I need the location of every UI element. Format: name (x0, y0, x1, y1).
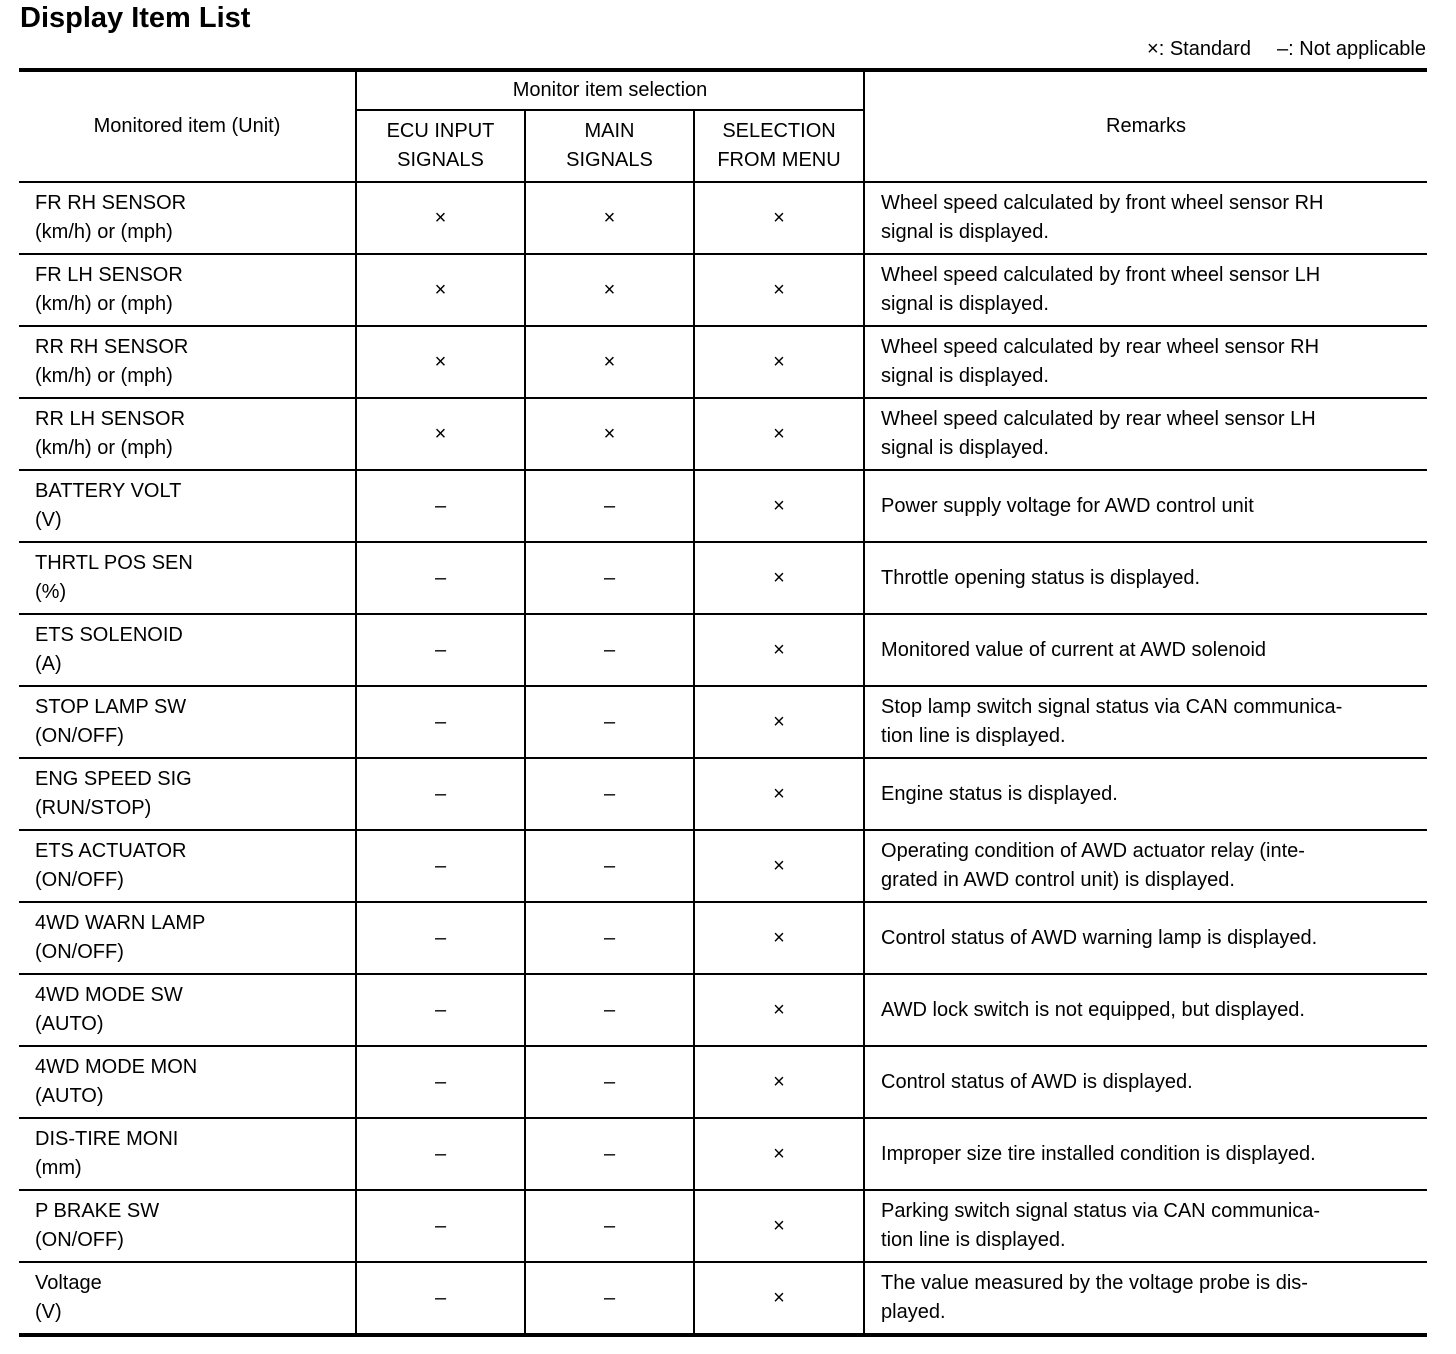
main-signals-cell: – (525, 1046, 694, 1118)
monitored-item-cell: STOP LAMP SW (ON/OFF) (19, 686, 356, 758)
table-row (19, 1118, 1427, 1190)
main-signals-cell: – (525, 830, 694, 902)
table-row (19, 830, 1427, 902)
remarks-cell: Throttle opening status is displayed. (864, 542, 1427, 614)
selection-from-menu-cell: × (694, 686, 864, 758)
monitored-item-cell: 4WD WARN LAMP (ON/OFF) (19, 902, 356, 974)
remarks-cell: Improper size tire installed condition is displayed. (864, 1118, 1427, 1190)
selection-from-menu-cell: × (694, 254, 864, 326)
remarks-cell: Wheel speed calculated by rear wheel sensor RH signal is displayed. (864, 326, 1427, 398)
remarks-cell: Stop lamp switch signal status via CAN communica- tion line is displayed. (864, 686, 1427, 758)
ecu-input-signals-cell: – (356, 974, 525, 1046)
main-signals-cell: × (525, 398, 694, 470)
ecu-input-signals-cell: – (356, 686, 525, 758)
remarks-cell: Parking switch signal status via CAN communica- tion line is displayed. (864, 1190, 1427, 1262)
main-signals-cell: × (525, 326, 694, 398)
monitored-item-cell: DIS-TIRE MONI (mm) (19, 1118, 356, 1190)
header-monitored-item: Monitored item (Unit) (19, 70, 356, 182)
remarks-cell: AWD lock switch is not equipped, but displayed. (864, 974, 1427, 1046)
page-title: Display Item List (20, 2, 251, 34)
ecu-input-signals-cell: – (356, 1262, 525, 1335)
table-row (19, 902, 1427, 974)
main-signals-cell: – (525, 1118, 694, 1190)
monitored-item-cell: BATTERY VOLT (V) (19, 470, 356, 542)
table-row (19, 614, 1427, 686)
main-signals-cell: – (525, 470, 694, 542)
legend-standard: ×: Standard (1147, 38, 1252, 60)
table-row (19, 326, 1427, 398)
table-row (19, 182, 1427, 254)
ecu-input-signals-cell: – (356, 1190, 525, 1262)
header-selection-from-menu: SELECTION FROM MENU (694, 110, 864, 182)
monitored-item-cell: RR LH SENSOR (km/h) or (mph) (19, 398, 356, 470)
main-signals-cell: × (525, 254, 694, 326)
ecu-input-signals-cell: – (356, 1118, 525, 1190)
header-monitor-item-selection: Monitor item selection (356, 70, 864, 110)
display-item-table (19, 68, 1427, 1337)
remarks-cell: Operating condition of AWD actuator relay (inte- grated in AWD control unit) is displayed. (864, 830, 1427, 902)
selection-from-menu-cell: × (694, 1262, 864, 1335)
ecu-input-signals-cell: × (356, 398, 525, 470)
table-row (19, 1262, 1427, 1335)
selection-from-menu-cell: × (694, 614, 864, 686)
ecu-input-signals-cell: × (356, 182, 525, 254)
monitored-item-cell: RR RH SENSOR (km/h) or (mph) (19, 326, 356, 398)
main-signals-cell: – (525, 1190, 694, 1262)
main-signals-cell: – (525, 614, 694, 686)
main-signals-cell: × (525, 182, 694, 254)
monitored-item-cell: FR RH SENSOR (km/h) or (mph) (19, 182, 356, 254)
main-signals-cell: – (525, 542, 694, 614)
main-signals-cell: – (525, 902, 694, 974)
ecu-input-signals-cell: × (356, 254, 525, 326)
selection-from-menu-cell: × (694, 974, 864, 1046)
monitored-item-cell: P BRAKE SW (ON/OFF) (19, 1190, 356, 1262)
ecu-input-signals-cell: – (356, 902, 525, 974)
ecu-input-signals-cell: – (356, 830, 525, 902)
ecu-input-signals-cell: – (356, 614, 525, 686)
table-row (19, 1046, 1427, 1118)
selection-from-menu-cell: × (694, 1118, 864, 1190)
selection-from-menu-cell: × (694, 470, 864, 542)
monitored-item-cell: 4WD MODE SW (AUTO) (19, 974, 356, 1046)
remarks-cell: Power supply voltage for AWD control unit (864, 470, 1427, 542)
monitored-item-cell: Voltage (V) (19, 1262, 356, 1335)
main-signals-cell: – (525, 1262, 694, 1335)
table-row (19, 254, 1427, 326)
selection-from-menu-cell: × (694, 1190, 864, 1262)
monitored-item-cell: ENG SPEED SIG (RUN/STOP) (19, 758, 356, 830)
legend (1147, 38, 1426, 61)
selection-from-menu-cell: × (694, 542, 864, 614)
table-row (19, 398, 1427, 470)
ecu-input-signals-cell: – (356, 758, 525, 830)
table-row (19, 1190, 1427, 1262)
remarks-cell: Engine status is displayed. (864, 758, 1427, 830)
main-signals-cell: – (525, 758, 694, 830)
remarks-cell: Monitored value of current at AWD solenoid (864, 614, 1427, 686)
ecu-input-signals-cell: – (356, 1046, 525, 1118)
header-main-signals: MAIN SIGNALS (525, 110, 694, 182)
header-ecu-input-signals: ECU INPUT SIGNALS (356, 110, 525, 182)
monitored-item-cell: ETS ACTUATOR (ON/OFF) (19, 830, 356, 902)
monitored-item-cell: THRTL POS SEN (%) (19, 542, 356, 614)
legend-not-applicable: –: Not applicable (1277, 38, 1426, 60)
table-row (19, 542, 1427, 614)
monitored-item-cell: ETS SOLENOID (A) (19, 614, 356, 686)
selection-from-menu-cell: × (694, 398, 864, 470)
remarks-cell: Control status of AWD warning lamp is displayed. (864, 902, 1427, 974)
main-signals-cell: – (525, 974, 694, 1046)
table-row (19, 974, 1427, 1046)
ecu-input-signals-cell: – (356, 470, 525, 542)
table-row (19, 686, 1427, 758)
monitored-item-cell: FR LH SENSOR (km/h) or (mph) (19, 254, 356, 326)
selection-from-menu-cell: × (694, 758, 864, 830)
selection-from-menu-cell: × (694, 1046, 864, 1118)
main-signals-cell: – (525, 686, 694, 758)
selection-from-menu-cell: × (694, 902, 864, 974)
selection-from-menu-cell: × (694, 326, 864, 398)
selection-from-menu-cell: × (694, 830, 864, 902)
remarks-cell: The value measured by the voltage probe is dis- played. (864, 1262, 1427, 1335)
remarks-cell: Wheel speed calculated by front wheel sensor RH signal is displayed. (864, 182, 1427, 254)
remarks-cell: Wheel speed calculated by front wheel sensor LH signal is displayed. (864, 254, 1427, 326)
remarks-cell: Control status of AWD is displayed. (864, 1046, 1427, 1118)
table-row (19, 470, 1427, 542)
selection-from-menu-cell: × (694, 182, 864, 254)
ecu-input-signals-cell: × (356, 326, 525, 398)
header-remarks: Remarks (864, 70, 1427, 182)
table-row (19, 758, 1427, 830)
ecu-input-signals-cell: – (356, 542, 525, 614)
remarks-cell: Wheel speed calculated by rear wheel sensor LH signal is displayed. (864, 398, 1427, 470)
monitored-item-cell: 4WD MODE MON (AUTO) (19, 1046, 356, 1118)
